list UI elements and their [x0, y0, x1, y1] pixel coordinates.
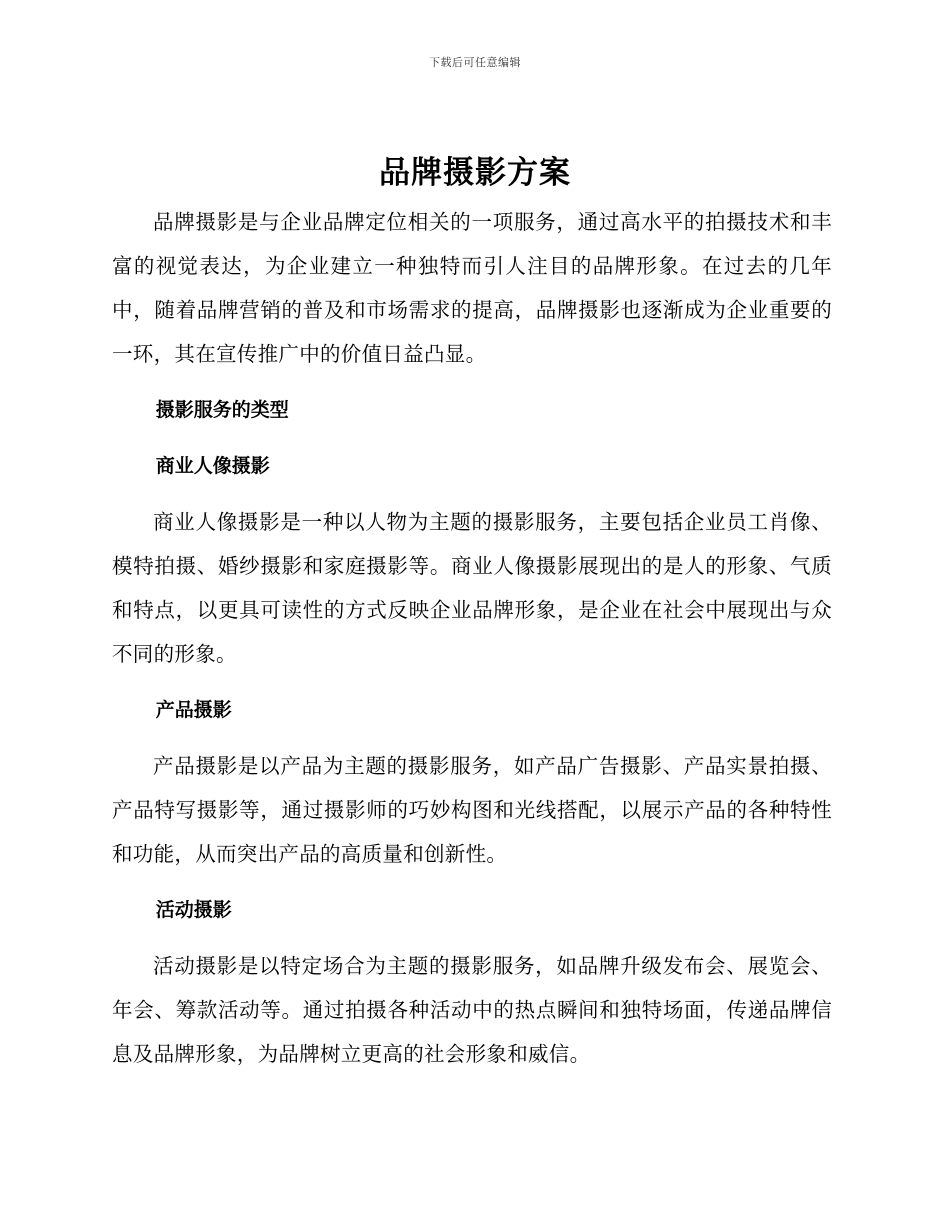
document-body — [112, 200, 832, 1076]
subsection-body-event: 活动摄影是以特定场合为主题的摄影服务，如品牌升级发布会、展览会、年会、筹款活动等。通过拍摄各种活动中的热点瞬间和独特场面，传递品牌信息及品牌形象，为品牌树立更高的社会形象和威信。 — [112, 954, 832, 1066]
intro-paragraph: 品牌摄影是与企业品牌定位相关的一项服务，通过高水平的拍摄技术和丰富的视觉表达，为企业建立一种独特而引人注目的品牌形象。在过去的几年中，随着品牌营销的普及和市场需求的提高，品牌摄影也逐渐成为企业重要的一环，其在宣传推广中的价值日益凸显。 — [112, 210, 832, 366]
header-note: 下载后可任意编辑 — [429, 56, 521, 69]
section-heading-services: 摄影服务的类型 — [155, 399, 289, 421]
subsection-heading-event: 活动摄影 — [155, 899, 232, 921]
subsection-body-product: 产品摄影是以产品为主题的摄影服务，如产品广告摄影、产品实景拍摄、产品特写摄影等，通过摄影师的巧妙构图和光线搭配，以展示产品的各种特性和功能，从而突出产品的高质量和创新性。 — [112, 754, 832, 866]
page-title: 品牌摄影方案 — [379, 155, 571, 191]
subsection-heading-product: 产品摄影 — [155, 699, 232, 721]
subsection-heading-portrait: 商业人像摄影 — [155, 455, 270, 477]
subsection-body-portrait: 商业人像摄影是一种以人物为主题的摄影服务，主要包括企业员工肖像、模特拍摄、婚纱摄影和家庭摄影等。商业人像摄影展现出的是人的形象、气质和特点，以更具可读性的方式反映企业品牌形象，是企业在社会中展现出与众不同的形象。 — [112, 510, 832, 666]
